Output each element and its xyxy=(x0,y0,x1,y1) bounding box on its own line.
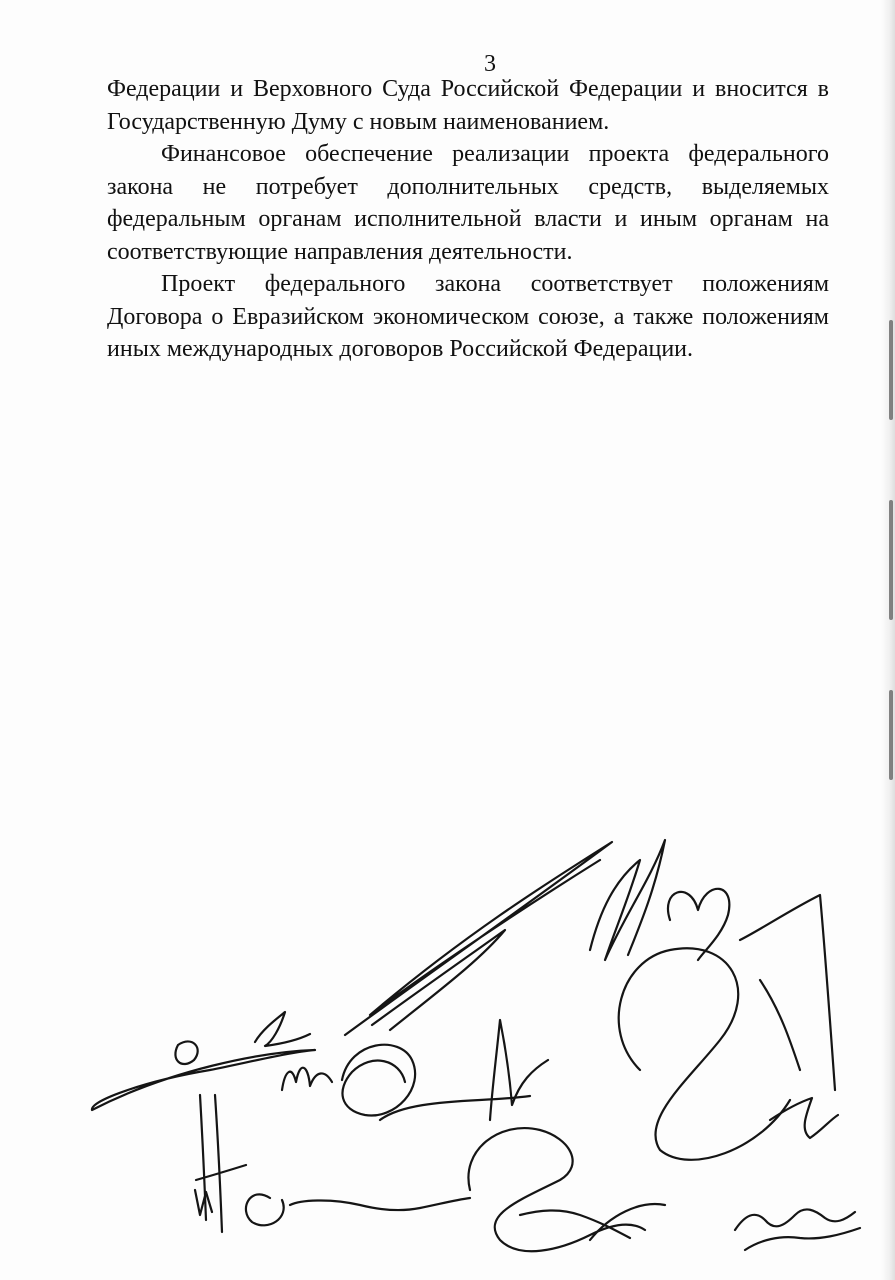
signature-bottom-right-tail xyxy=(745,1228,860,1250)
signature-right-scrawl xyxy=(740,895,835,1090)
signature-bottom-right xyxy=(735,1209,855,1230)
paragraph-treaty-compliance: Проект федерального закона соответствует положениям Договора о Евразийском экономическом союзе, а также положениям иных международных договоров Российской Федерации. xyxy=(107,271,829,362)
paragraph-financing: Финансовое обеспечение реализации проекта федерального закона не потребует дополнительных средств, выделяемых федеральным органам исполнительной власти и иным органам на соответствующие направления деятельности. xyxy=(107,141,829,265)
signature-right-upper xyxy=(590,840,665,960)
page-edge-shadow xyxy=(881,0,895,1280)
page-edge-mark-2 xyxy=(889,500,893,620)
document-body xyxy=(107,73,829,366)
signature-right-small xyxy=(770,1098,838,1138)
signature-left-tail xyxy=(92,1050,315,1110)
signature-left-loop xyxy=(175,1041,197,1064)
signature-vertical-left xyxy=(195,1095,246,1232)
signature-middle-m xyxy=(282,1068,332,1090)
page-edge-mark-3 xyxy=(889,690,893,780)
signature-middle-circle xyxy=(342,1045,415,1116)
signature-middle-underline xyxy=(380,1096,530,1120)
signature-bottom-left xyxy=(246,1194,284,1225)
signature-right-big-loop xyxy=(619,948,790,1160)
page-edge-mark-1 xyxy=(889,320,893,420)
page-number: 3 xyxy=(484,51,496,77)
signature-diagonal-stroke-1 xyxy=(345,842,612,1035)
signature-middle-tall xyxy=(490,1020,548,1120)
paragraph-continuation: Федерации и Верховного Суда Российской Федерации и вносится в Государственную Думу с новым наименованием. xyxy=(107,76,829,135)
signatures-block xyxy=(0,820,895,1280)
signature-bottom-dot xyxy=(290,1198,470,1210)
signature-diagonal-stroke-2 xyxy=(372,930,505,1030)
signature-small-mark xyxy=(255,1012,310,1046)
